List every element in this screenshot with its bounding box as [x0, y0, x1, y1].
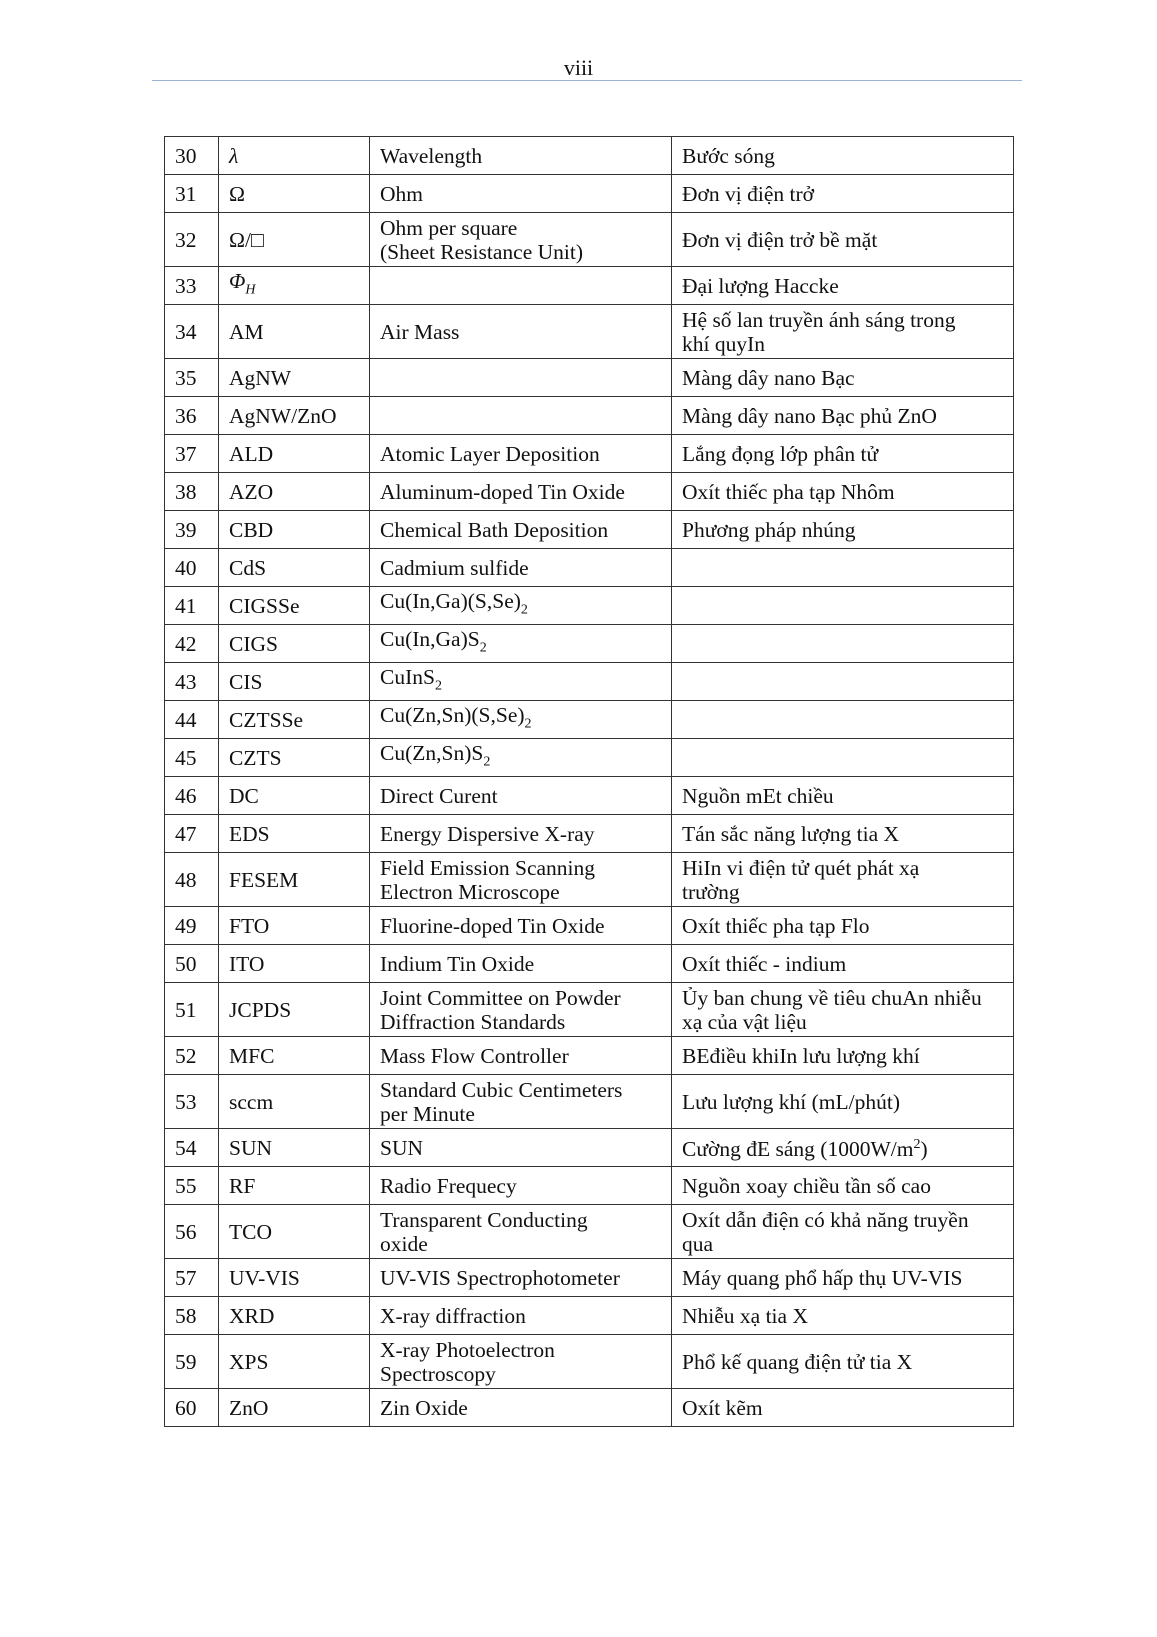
english-term-line: Zin Oxide: [380, 1395, 468, 1420]
row-number: 46: [165, 777, 219, 815]
abbreviation-text: Φ: [229, 268, 246, 293]
abbreviation-cell: [219, 213, 370, 267]
english-term-cell: [370, 777, 672, 815]
vietnamese-term-cell: [672, 1389, 1014, 1427]
abbreviation-text: TCO: [229, 1219, 272, 1244]
table-row: [165, 853, 1014, 907]
vietnamese-term-cell: [672, 777, 1014, 815]
abbreviation-cell: [219, 587, 370, 625]
vietnamese-term-line: Nguồn xoay chiều tần số cao: [682, 1173, 931, 1198]
abbreviation-text: CIGS: [229, 631, 278, 656]
vietnamese-term-cell: [672, 1297, 1014, 1335]
abbreviation-cell: [219, 435, 370, 473]
english-formula: Cu(In,Ga)S: [380, 626, 480, 651]
english-term-line: Atomic Layer Deposition: [380, 441, 600, 466]
abbreviation-cell: [219, 511, 370, 549]
table-row: [165, 983, 1014, 1037]
english-term-cell: [370, 511, 672, 549]
english-term-line: Indium Tin Oxide: [380, 951, 535, 976]
vietnamese-term-line: Màng dây nano Bạc: [682, 365, 855, 390]
english-formula-subscript: 2: [520, 602, 528, 618]
english-term-cell: [370, 397, 672, 435]
english-term-line: Spectroscopy: [380, 1361, 496, 1386]
english-term-cell: [370, 1389, 672, 1427]
row-number: 54: [165, 1129, 219, 1167]
english-term-line: Fluorine-doped Tin Oxide: [380, 913, 605, 938]
row-number: 35: [165, 359, 219, 397]
vietnamese-term-cell: [672, 853, 1014, 907]
english-term-line: Radio Frequecy: [380, 1173, 517, 1198]
table-row: [165, 1075, 1014, 1129]
vietnamese-term-line: qua: [682, 1231, 714, 1256]
table-row: [165, 1259, 1014, 1297]
table-row: [165, 511, 1014, 549]
row-number: 58: [165, 1297, 219, 1335]
abbreviation-text: XRD: [229, 1303, 275, 1328]
english-term-line: Diffraction Standards: [380, 1009, 566, 1034]
vietnamese-term-cell: [672, 359, 1014, 397]
vietnamese-term-cell: [672, 549, 1014, 587]
row-number: 53: [165, 1075, 219, 1129]
vietnamese-term-cell: [672, 701, 1014, 739]
table-row: [165, 397, 1014, 435]
abbreviation-cell: [219, 1129, 370, 1167]
abbreviation-text: CZTS: [229, 745, 282, 770]
vietnamese-term-cell: [672, 945, 1014, 983]
english-formula-subscript: 2: [479, 640, 487, 656]
vietnamese-term-cell: [672, 1037, 1014, 1075]
table-row: [165, 701, 1014, 739]
vietnamese-term-cell: [672, 1075, 1014, 1129]
vietnamese-term-text: Cường đE sáng (1000W/m: [682, 1137, 914, 1162]
row-number: 36: [165, 397, 219, 435]
row-number: 40: [165, 549, 219, 587]
english-term-line: Standard Cubic Centimeters: [380, 1077, 623, 1102]
abbreviation-text: RF: [229, 1173, 256, 1198]
abbreviation-text: AgNW/ZnO: [229, 403, 337, 428]
page-number: viii: [563, 55, 594, 80]
abbreviation-text: ITO: [229, 951, 265, 976]
table-row: [165, 945, 1014, 983]
english-formula-subscript: 2: [483, 754, 491, 770]
english-term-line: Field Emission Scanning: [380, 855, 595, 880]
abbreviation-cell: [219, 473, 370, 511]
header-rule: [152, 80, 1022, 81]
table-row: [165, 587, 1014, 625]
english-term-line: X-ray Photoelectron: [380, 1337, 555, 1362]
abbreviation-cell: [219, 907, 370, 945]
row-number: 30: [165, 137, 219, 175]
row-number: 48: [165, 853, 219, 907]
abbreviation-text: MFC: [229, 1043, 275, 1068]
table-row: [165, 625, 1014, 663]
english-term-cell: [370, 625, 672, 663]
abbreviation-cell: [219, 815, 370, 853]
vietnamese-term-superscript: 2: [913, 1137, 921, 1153]
abbreviation-text: AZO: [229, 479, 274, 504]
row-number: 49: [165, 907, 219, 945]
english-term-cell: [370, 549, 672, 587]
row-number: 42: [165, 625, 219, 663]
vietnamese-term-line: Ủy ban chung về tiêu chuAn nhiễu: [682, 985, 982, 1010]
abbreviation-cell: [219, 1167, 370, 1205]
row-number: 31: [165, 175, 219, 213]
abbreviation-cell: [219, 137, 370, 175]
abbreviation-text: FESEM: [229, 867, 299, 892]
vietnamese-term-line: Nhiễu xạ tia X: [682, 1303, 808, 1328]
abbreviation-text: AM: [229, 319, 264, 344]
abbreviation-text: Ω: [229, 181, 245, 206]
english-term-cell: [370, 305, 672, 359]
english-term-cell: [370, 815, 672, 853]
row-number: 41: [165, 587, 219, 625]
vietnamese-term-line: Phổ kế quang điện tử tia X: [682, 1349, 913, 1374]
abbreviation-cell: [219, 1389, 370, 1427]
row-number: 56: [165, 1205, 219, 1259]
table-row: [165, 137, 1014, 175]
table-row: [165, 663, 1014, 701]
vietnamese-term-cell: [672, 305, 1014, 359]
english-term-line: X-ray diffraction: [380, 1303, 526, 1328]
english-term-line: Direct Curent: [380, 783, 498, 808]
abbreviation-cell: [219, 1205, 370, 1259]
abbreviation-text: ALD: [229, 441, 274, 466]
english-term-cell: [370, 983, 672, 1037]
row-number: 45: [165, 739, 219, 777]
abbreviation-text: sccm: [229, 1089, 274, 1114]
row-number: 47: [165, 815, 219, 853]
english-term-line: Energy Dispersive X-ray: [380, 821, 595, 846]
table-row: [165, 1297, 1014, 1335]
abbreviation-text: λ: [229, 143, 239, 168]
table-row: [165, 1335, 1014, 1389]
table-row: [165, 175, 1014, 213]
english-term-cell: [370, 1075, 672, 1129]
table-row: [165, 1129, 1014, 1167]
vietnamese-term-cell: [672, 1259, 1014, 1297]
abbreviation-cell: [219, 359, 370, 397]
abbreviation-cell: [219, 267, 370, 305]
english-term-cell: [370, 1335, 672, 1389]
english-term-line: (Sheet Resistance Unit): [380, 239, 584, 264]
vietnamese-term-cell: [672, 397, 1014, 435]
english-term-cell: [370, 663, 672, 701]
abbreviation-cell: [219, 1335, 370, 1389]
abbreviation-cell: [219, 777, 370, 815]
english-term-cell: [370, 137, 672, 175]
english-term-line: oxide: [380, 1231, 428, 1256]
table-row: [165, 739, 1014, 777]
row-number: 43: [165, 663, 219, 701]
row-number: 50: [165, 945, 219, 983]
english-term-line: Ohm per square: [380, 215, 518, 240]
english-term-cell: [370, 907, 672, 945]
abbreviation-cell: [219, 175, 370, 213]
vietnamese-term-cell: [672, 137, 1014, 175]
table-row: [165, 777, 1014, 815]
abbreviation-text: CdS: [229, 555, 267, 580]
english-term-cell: [370, 359, 672, 397]
vietnamese-term-line: trường: [682, 879, 740, 904]
english-term-cell: [370, 435, 672, 473]
english-formula: CuInS: [380, 664, 435, 689]
row-number: 37: [165, 435, 219, 473]
english-term-cell: [370, 853, 672, 907]
english-term-line: SUN: [380, 1135, 424, 1160]
english-term-cell: [370, 739, 672, 777]
english-term-cell: [370, 1129, 672, 1167]
table-row: [165, 815, 1014, 853]
english-term-line: Electron Microscope: [380, 879, 560, 904]
vietnamese-term-cell: [672, 1335, 1014, 1389]
english-term-line: UV-VIS Spectrophotometer: [380, 1265, 620, 1290]
row-number: 60: [165, 1389, 219, 1427]
table-row: [165, 435, 1014, 473]
english-term-cell: [370, 1297, 672, 1335]
row-number: 55: [165, 1167, 219, 1205]
abbreviation-cell: [219, 1037, 370, 1075]
english-formula: Cu(In,Ga)(S,Se): [380, 588, 521, 613]
vietnamese-term-cell: [672, 435, 1014, 473]
table-row: [165, 907, 1014, 945]
abbreviation-table: [164, 136, 1014, 1427]
table-row: [165, 473, 1014, 511]
english-term-cell: [370, 945, 672, 983]
abbreviation-text: CIS: [229, 669, 263, 694]
row-number: 33: [165, 267, 219, 305]
table-row: [165, 267, 1014, 305]
abbreviation-subscript: H: [245, 282, 256, 298]
table-row: [165, 1167, 1014, 1205]
row-number: 32: [165, 213, 219, 267]
english-term-cell: [370, 175, 672, 213]
vietnamese-term-cell: [672, 587, 1014, 625]
english-term-line: Mass Flow Controller: [380, 1043, 569, 1068]
abbreviation-cell: [219, 549, 370, 587]
abbreviation-cell: [219, 701, 370, 739]
abbreviation-cell: [219, 663, 370, 701]
english-term-line: Air Mass: [380, 319, 460, 344]
vietnamese-term-line: khí quyIn: [682, 331, 766, 356]
vietnamese-term-cell: [672, 473, 1014, 511]
vietnamese-term-line: Hệ số lan truyền ánh sáng trong: [682, 307, 956, 332]
english-term-line: Wavelength: [380, 143, 483, 168]
english-formula: Cu(Zn,Sn)(S,Se): [380, 702, 525, 727]
abbreviation-text: Ω/□: [229, 227, 264, 252]
vietnamese-term-cell: [672, 907, 1014, 945]
abbreviation-text: JCPDS: [229, 997, 292, 1022]
english-term-cell: [370, 473, 672, 511]
abbreviation-text: DC: [229, 783, 259, 808]
abbreviation-text: CZTSSe: [229, 707, 304, 732]
vietnamese-term-line: Oxít thiếc pha tạp Nhôm: [682, 479, 895, 504]
abbreviation-cell: [219, 625, 370, 663]
vietnamese-term-line: Đơn vị điện trở bề mặt: [682, 227, 878, 252]
table-row: [165, 359, 1014, 397]
abbreviation-cell: [219, 1259, 370, 1297]
vietnamese-term-line: Đơn vị điện trở: [682, 181, 815, 206]
abbreviation-cell: [219, 1075, 370, 1129]
abbreviation-text: CIGSSe: [229, 593, 300, 618]
english-term-line: Joint Committee on Powder: [380, 985, 621, 1010]
table-row: [165, 1205, 1014, 1259]
vietnamese-term-tail: ): [920, 1137, 928, 1162]
vietnamese-term-cell: [672, 1167, 1014, 1205]
vietnamese-term-cell: [672, 1205, 1014, 1259]
abbreviation-cell: [219, 983, 370, 1037]
vietnamese-term-line: Lắng đọng lớp phân tử: [682, 441, 879, 466]
row-number: 44: [165, 701, 219, 739]
vietnamese-term-cell: [672, 175, 1014, 213]
english-term-cell: [370, 587, 672, 625]
vietnamese-term-line: Đại lượng Haccke: [682, 273, 839, 298]
vietnamese-term-cell: [672, 1129, 1014, 1167]
vietnamese-term-line: Máy quang phổ hấp thụ UV-VIS: [682, 1265, 963, 1290]
row-number: 39: [165, 511, 219, 549]
vietnamese-term-cell: [672, 815, 1014, 853]
vietnamese-term-line: Màng dây nano Bạc phủ ZnO: [682, 403, 937, 428]
abbreviation-table-body: [165, 137, 1014, 1427]
abbreviation-text: EDS: [229, 821, 270, 846]
english-term-line: Chemical Bath Deposition: [380, 517, 609, 542]
vietnamese-term-line: Bước sóng: [682, 143, 775, 168]
vietnamese-term-cell: [672, 663, 1014, 701]
table-row: [165, 1389, 1014, 1427]
abbreviation-cell: [219, 739, 370, 777]
abbreviation-text: FTO: [229, 913, 270, 938]
vietnamese-term-line: xạ của vật liệu: [682, 1009, 807, 1034]
english-formula: Cu(Zn,Sn)S: [380, 740, 484, 765]
abbreviation-text: AgNW: [229, 365, 292, 390]
abbreviation-cell: [219, 397, 370, 435]
row-number: 34: [165, 305, 219, 359]
vietnamese-term-cell: [672, 739, 1014, 777]
english-term-line: Aluminum-doped Tin Oxide: [380, 479, 625, 504]
row-number: 59: [165, 1335, 219, 1389]
table-row: [165, 305, 1014, 359]
english-term-cell: [370, 701, 672, 739]
vietnamese-term-cell: [672, 625, 1014, 663]
vietnamese-term-line: Oxít thiếc - indium: [682, 951, 847, 976]
table-row: [165, 1037, 1014, 1075]
vietnamese-term-line: Nguồn mEt chiều: [682, 783, 834, 808]
abbreviation-text: UV-VIS: [229, 1265, 300, 1290]
abbreviation-cell: [219, 853, 370, 907]
abbreviation-cell: [219, 945, 370, 983]
abbreviation-text: SUN: [229, 1135, 273, 1160]
vietnamese-term-line: HiIn vi điện tử quét phát xạ: [682, 855, 920, 880]
row-number: 38: [165, 473, 219, 511]
english-term-line: Transparent Conducting: [380, 1207, 588, 1232]
vietnamese-term-line: Oxít dẫn điện có khả năng truyền: [682, 1207, 969, 1232]
english-term-line: per Minute: [380, 1101, 475, 1126]
vietnamese-term-line: BEđiều khiIn lưu lượng khí: [682, 1043, 920, 1068]
abbreviation-cell: [219, 1297, 370, 1335]
english-term-cell: [370, 1205, 672, 1259]
row-number: 51: [165, 983, 219, 1037]
row-number: 57: [165, 1259, 219, 1297]
abbreviation-cell: [219, 305, 370, 359]
vietnamese-term-cell: [672, 983, 1014, 1037]
english-term-cell: [370, 1037, 672, 1075]
table-row: [165, 549, 1014, 587]
vietnamese-term-line: Tán sắc năng lượng tia X: [682, 821, 900, 846]
english-formula-subscript: 2: [434, 678, 442, 694]
english-term-cell: [370, 213, 672, 267]
abbreviation-text: XPS: [229, 1349, 269, 1374]
vietnamese-term-line: Phương pháp nhúng: [682, 517, 856, 542]
vietnamese-term-line: Oxít thiếc pha tạp Flo: [682, 913, 870, 938]
english-term-line: Ohm: [380, 181, 423, 206]
table-row: [165, 213, 1014, 267]
vietnamese-term-cell: [672, 511, 1014, 549]
abbreviation-text: CBD: [229, 517, 274, 542]
abbreviation-text: ZnO: [229, 1395, 269, 1420]
english-formula-subscript: 2: [524, 716, 532, 732]
vietnamese-term-line: Oxít kẽm: [682, 1395, 763, 1420]
vietnamese-term-cell: [672, 267, 1014, 305]
row-number: 52: [165, 1037, 219, 1075]
vietnamese-term-cell: [672, 213, 1014, 267]
vietnamese-term-line: Lưu lượng khí (mL/phút): [682, 1089, 901, 1114]
english-term-cell: [370, 267, 672, 305]
english-term-line: Cadmium sulfide: [380, 555, 529, 580]
english-term-cell: [370, 1167, 672, 1205]
english-term-cell: [370, 1259, 672, 1297]
